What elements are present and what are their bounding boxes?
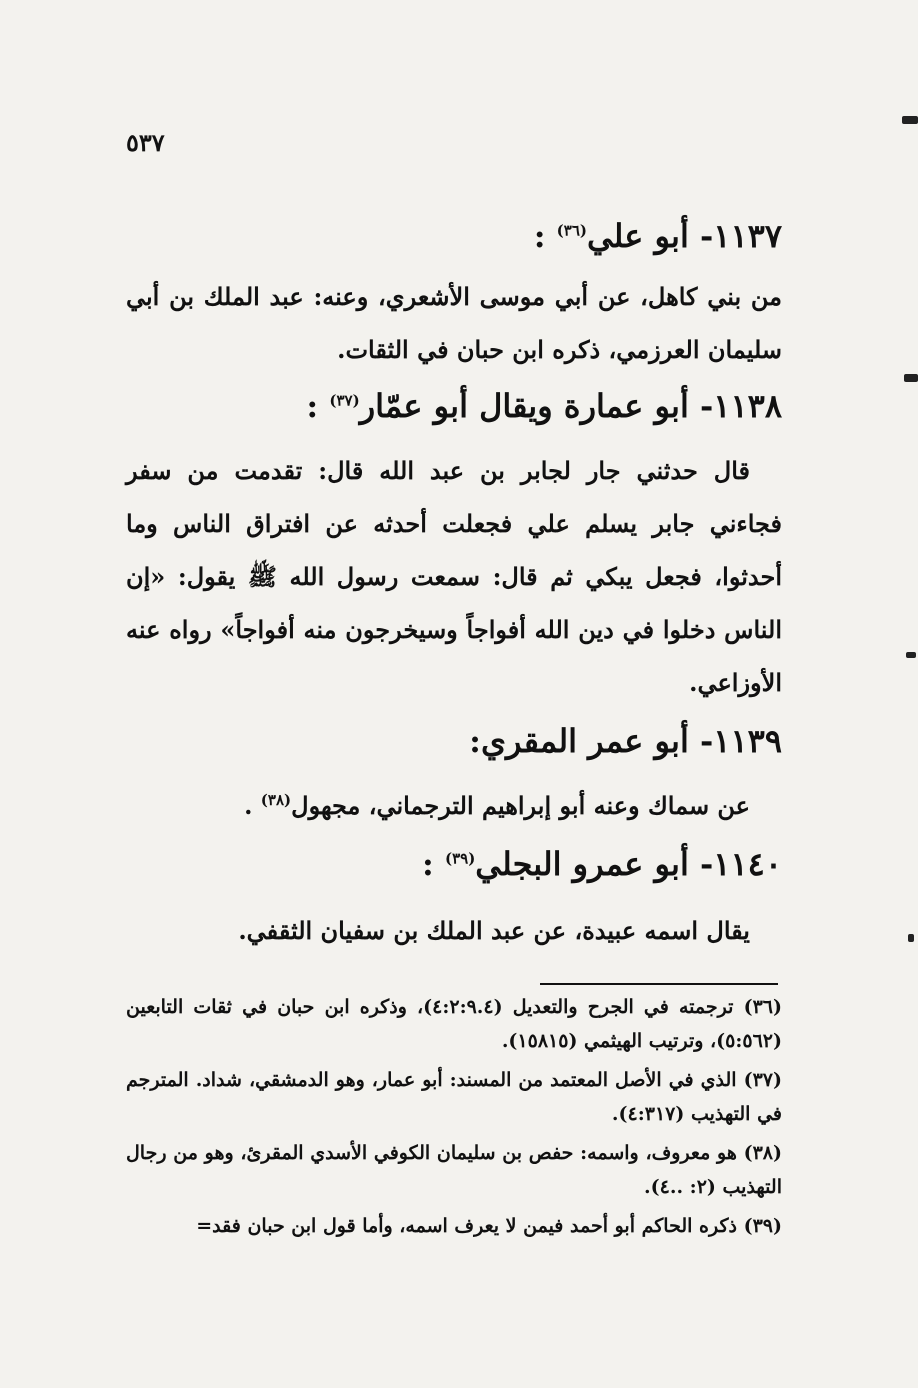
- heading-colon: :: [533, 217, 557, 255]
- entry-text-1137: من بني كاهل، عن أبي موسى الأشعري، وعنه: عبد الملك بن أبي سليمان العرزمي، ذكره ابن حبان في الثقات.: [126, 282, 782, 364]
- footnote-ref-39[interactable]: (٣٩): [444, 849, 476, 868]
- footnote-38: (٣٨) هو معروف، واسمه: حفص بن سليمان الكوفي الأسدي المقرئ، وهو من رجال التهذيب (٢: ..٤).: [126, 1142, 782, 1198]
- scan-edge-mark: [908, 934, 914, 942]
- entry-heading-1138: [126, 376, 782, 436]
- page-number: ٥٣٧: [126, 128, 165, 157]
- entry-text-end: .: [244, 791, 261, 820]
- entry-heading-1140: [126, 834, 782, 894]
- footnote-separator: [540, 983, 778, 985]
- entry-title: ١١٤٠- أبو عمرو البجلي: [475, 845, 782, 883]
- footnote-37: (٣٧) الذي في الأصل المعتمد من المسند: أبو عمار، وهو الدمشقي، شداد. المترجم في التهذيب (٤:٣١٧).: [126, 1069, 782, 1125]
- footnote-ref-37[interactable]: (٣٧): [329, 391, 360, 410]
- entry-title: ١١٣٧- أبو علي: [587, 217, 782, 255]
- footnote-39: (٣٩) ذكره الحاكم أبو أحمد فيمن لا يعرف اسمه، وأما قول ابن حبان فقد=: [196, 1215, 782, 1237]
- main-text: [126, 200, 782, 957]
- footnote-ref-36[interactable]: (٣٦): [556, 221, 587, 240]
- entry-text-1139: [126, 779, 782, 832]
- entry-title: ١١٣٨- أبو عمارة ويقال أبو عمّار: [359, 387, 782, 425]
- entry-text-1140: يقال اسمه عبيدة، عن عبد الملك بن سفيان الثقفي.: [238, 916, 750, 945]
- scan-edge-mark: [904, 374, 918, 382]
- footnotes-section: [126, 990, 782, 1248]
- heading-colon: :: [306, 387, 330, 425]
- entry-heading-1139: ١١٣٩- أبو عمر المقري:: [469, 722, 782, 760]
- entry-text-1138: قال حدثني جار لجابر بن عبد الله قال: تقدمت من سفر فجاءني جابر يسلم علي فجعلت أحدثه عن افتراق الناس وما أحدثوا، فجعل يبكي ثم قال: سمعت رسول الله ﷺ يقول: «إن الناس دخلوا في دين الله أفواجاً وسيخرجون منه أفواجاً» رواه عنه الأوزاعي.: [126, 456, 783, 697]
- footnote-36: (٣٦) ترجمته في الجرح والتعديل (٤:٢:٩.٤)، وذكره ابن حبان في ثقات التابعين (٥:٥٦٢)، وترتيب الهيثمي (١٥٨١٥).: [126, 996, 782, 1052]
- scan-edge-mark: [902, 116, 918, 124]
- entry-text: عن سماك وعنه أبو إبراهيم الترجماني، مجهول: [291, 791, 750, 820]
- scan-edge-mark: [906, 652, 916, 658]
- footnote-ref-38[interactable]: (٣٨): [260, 791, 292, 809]
- entry-heading-1137: [126, 206, 782, 266]
- heading-colon: :: [422, 845, 445, 883]
